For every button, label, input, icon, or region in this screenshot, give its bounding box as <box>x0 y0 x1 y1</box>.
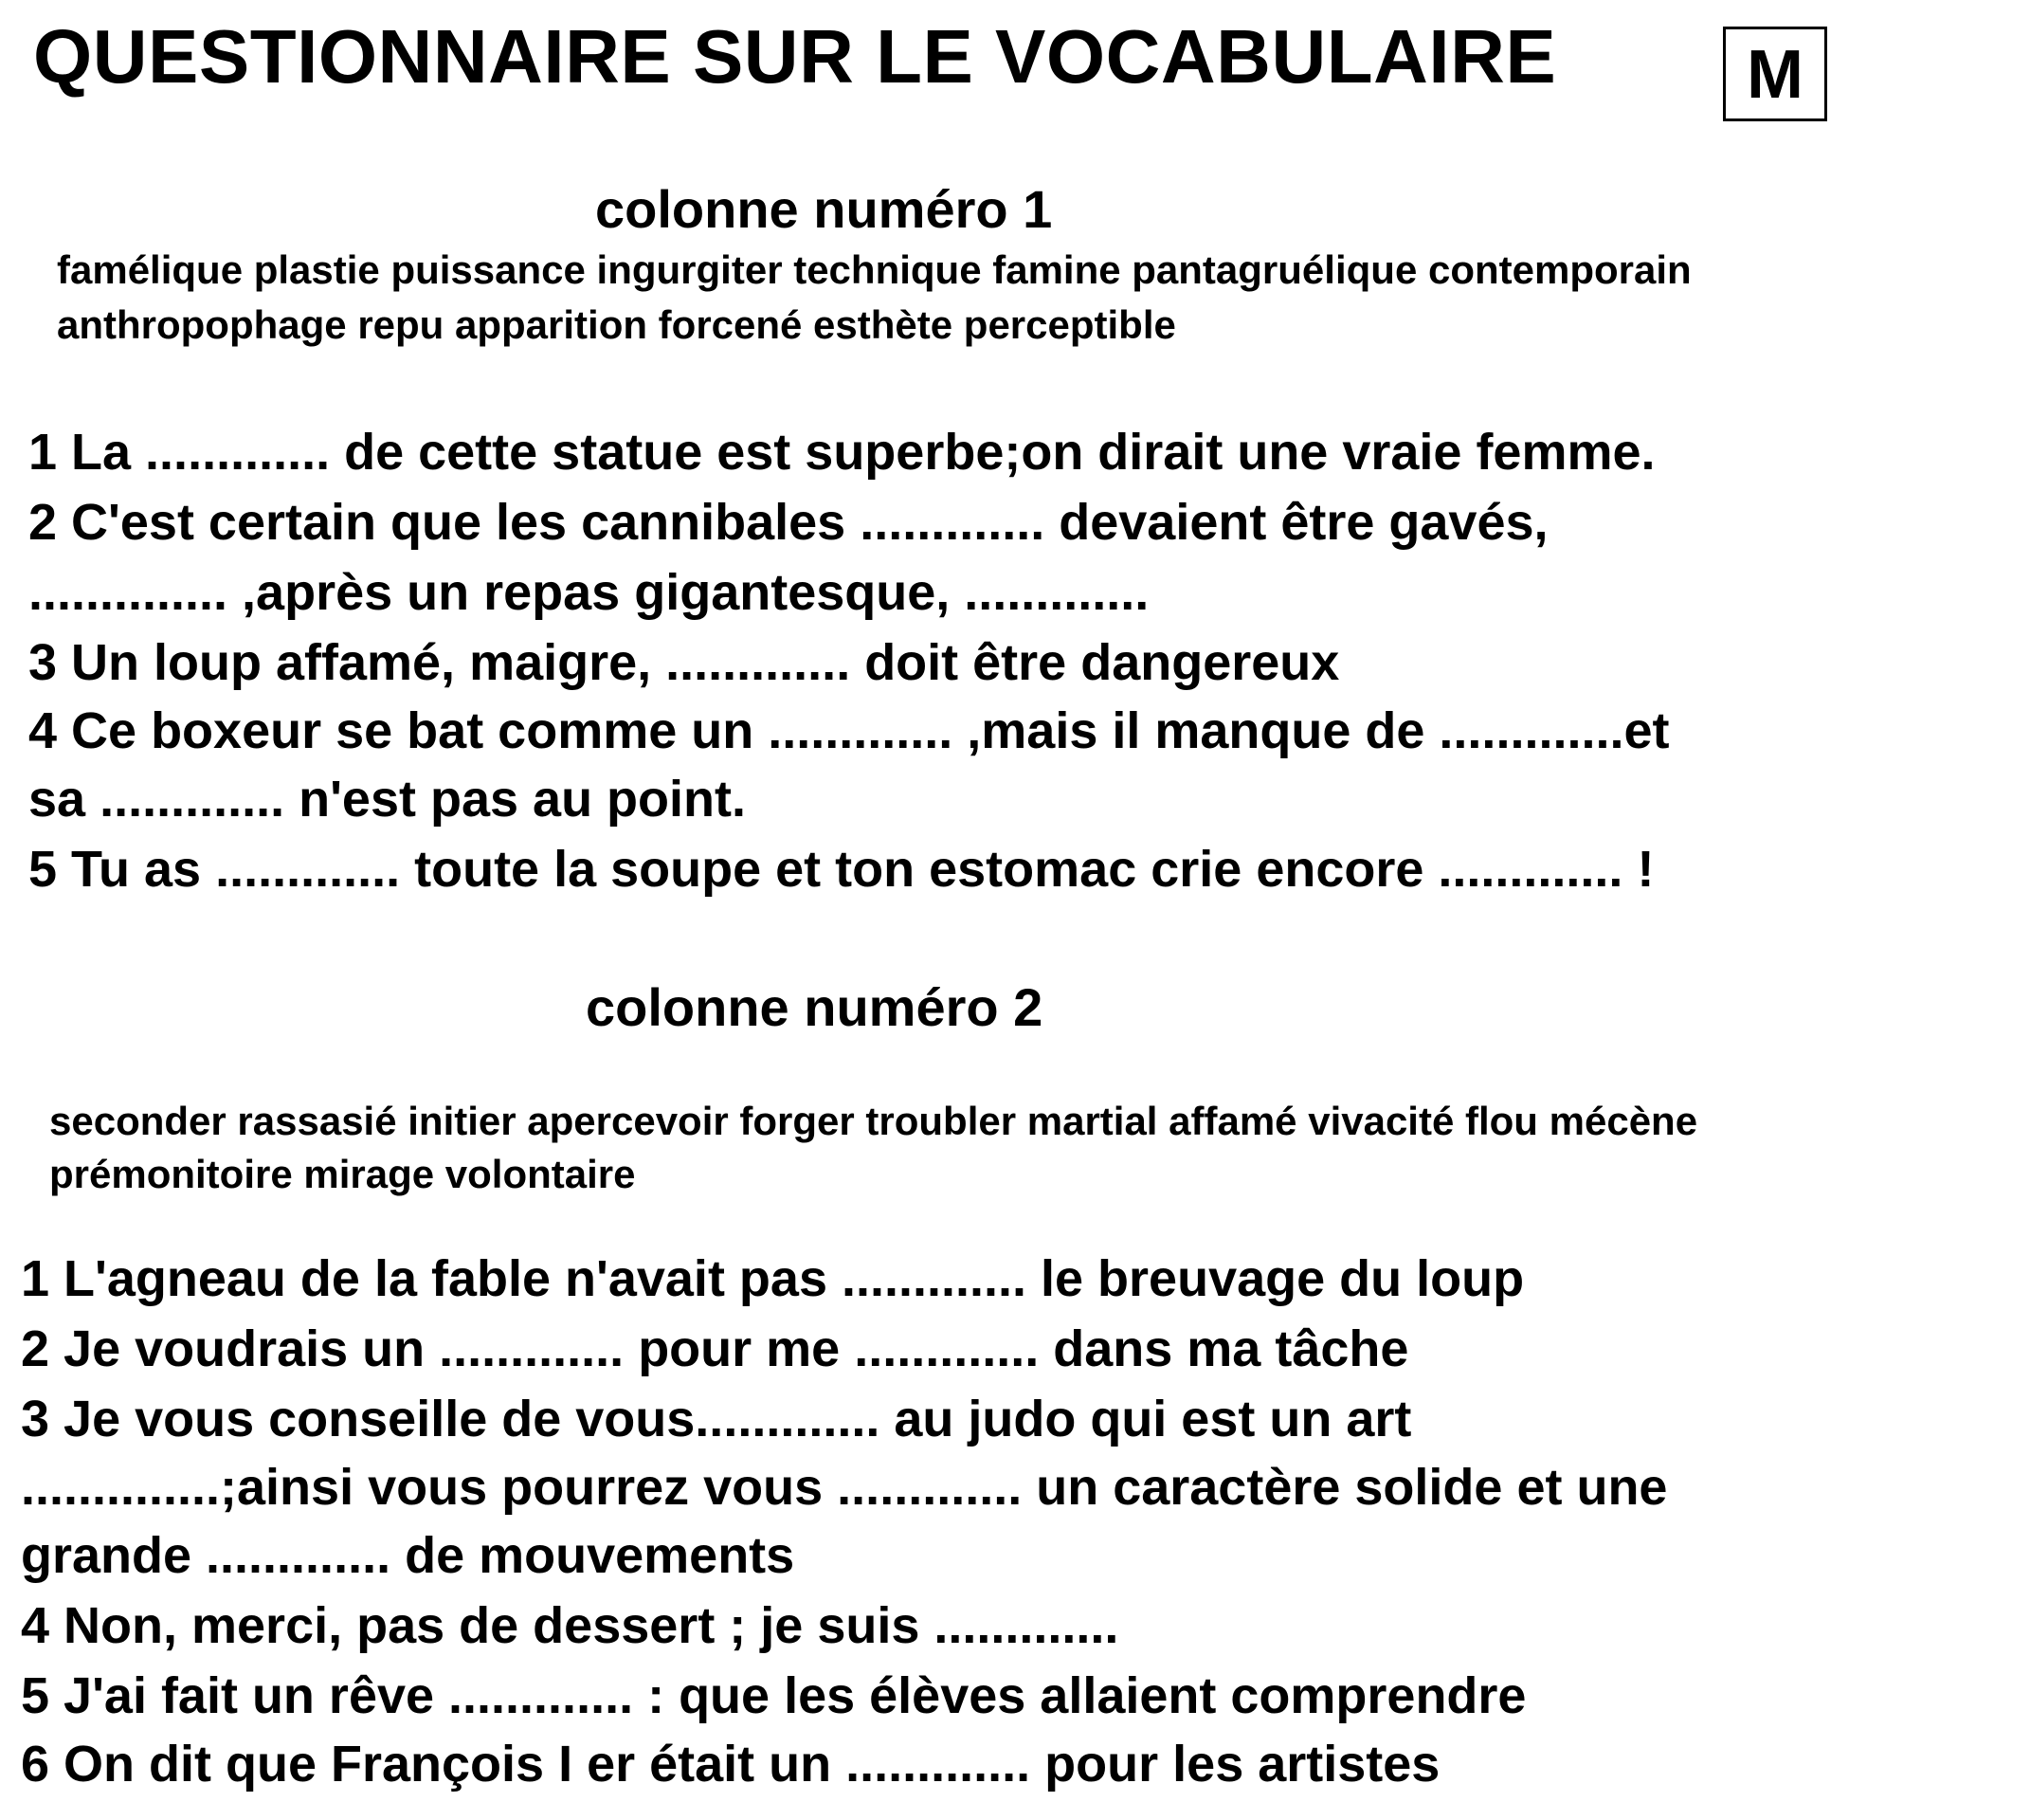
level-badge: M <box>1723 27 1827 121</box>
column-1-word-list-line-2: anthropophage repu apparition forcené esthète perceptible <box>57 302 1176 347</box>
exercise-1-sentence-4: 4 Ce boxeur se bat comme un ............. ,mais il manque de .............et <box>28 702 1670 759</box>
exercise-2-sentence-5: 5 J'ai fait un rêve ............. : que les élèves allaient comprendre <box>21 1667 1527 1724</box>
exercise-2-sentence-3-cont: ..............;ainsi vous pourrez vous ............. un caractère solide et une <box>21 1459 1668 1516</box>
exercise-2-sentence-2: 2 Je voudrais un ............. pour me ............. dans ma tâche <box>21 1320 1409 1377</box>
exercise-1-sentence-4-cont: sa ............. n'est pas au point. <box>28 771 747 828</box>
exercise-2-sentence-1: 1 L'agneau de la fable n'avait pas ............. le breuvage du loup <box>21 1250 1525 1307</box>
exercise-2-sentence-6: 6 On dit que François I er était un ............. pour les artistes <box>21 1736 1441 1793</box>
column-2-word-list-line-2: prémonitoire mirage volontaire <box>49 1152 636 1196</box>
exercise-2-sentence-3: 3 Je vous conseille de vous............. au judo qui est un art <box>21 1391 1412 1447</box>
exercise-1-sentence-2-cont: .............. ,après un repas gigantesque, ............. <box>28 564 1150 621</box>
exercise-1-sentence-5: 5 Tu as ............. toute la soupe et ton estomac crie encore ............. ! <box>28 841 1655 898</box>
exercise-2-sentence-4: 4 Non, merci, pas de dessert ; je suis ............. <box>21 1597 1119 1654</box>
column-2-heading: colonne numéro 2 <box>586 977 1043 1037</box>
exercise-1-sentence-1: 1 La ............. de cette statue est superbe;on dirait une vraie femme. <box>28 424 1656 481</box>
page-title: QUESTIONNAIRE SUR LE VOCABULAIRE <box>33 14 1557 99</box>
column-2-word-list-line-1: seconder rassasié initier apercevoir forger troubler martial affamé vivacité flou mécène <box>49 1099 1698 1143</box>
exercise-1-sentence-2: 2 C'est certain que les cannibales ............. devaient être gavés, <box>28 494 1549 551</box>
exercise-2-sentence-3-cont-2: grande ............. de mouvements <box>21 1527 795 1584</box>
column-1-heading: colonne numéro 1 <box>595 179 1053 239</box>
column-1-word-list-line-1: famélique plastie puissance ingurgiter technique famine pantagruélique contemporain <box>57 247 1692 292</box>
exercise-1-sentence-3: 3 Un loup affamé, maigre, ............. doit être dangereux <box>28 634 1340 691</box>
